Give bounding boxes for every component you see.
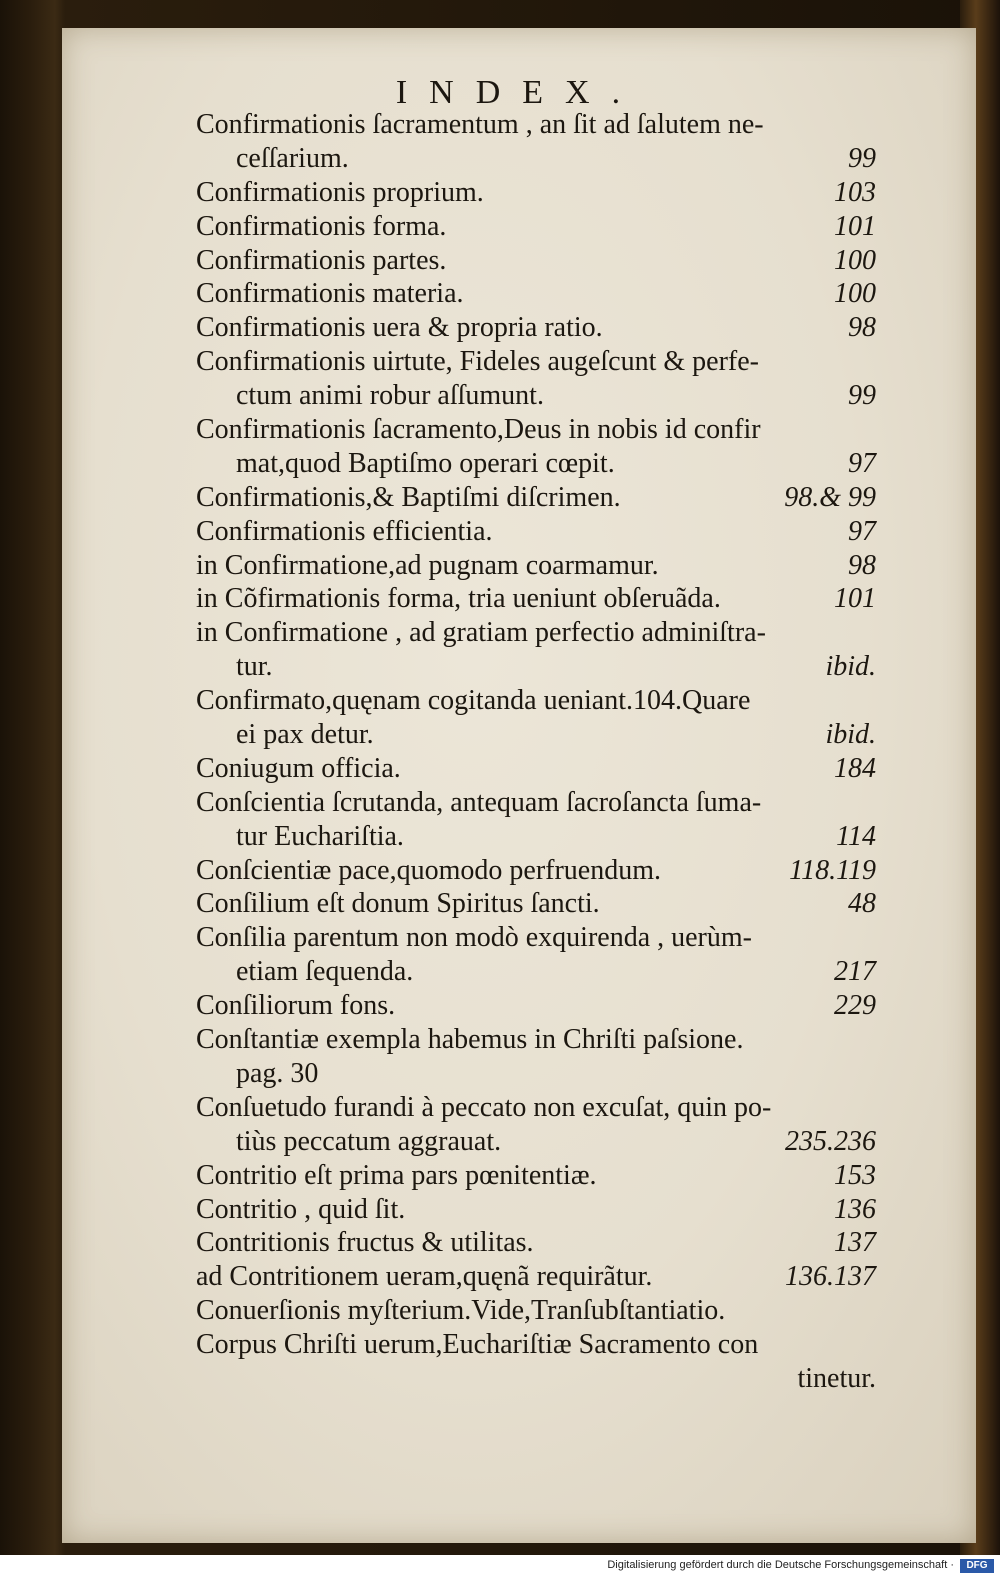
index-entry-line xyxy=(196,887,876,921)
page-reference: 98 xyxy=(848,549,876,581)
entry-text: ei pax detur. xyxy=(236,719,374,751)
entry-text: Conuerſionis myſterium.Vide,Tranſubſtantiatio. xyxy=(196,1295,726,1327)
index-entry-line xyxy=(196,684,876,718)
page-reference: 103 xyxy=(834,176,876,208)
entry-text: ad Contritionem ueram,quęnã requirãtur. xyxy=(196,1261,653,1293)
page-reference: 184 xyxy=(834,752,876,784)
page-reference: 153 xyxy=(834,1159,876,1191)
index-entry-line xyxy=(196,379,876,413)
index-entry-line xyxy=(196,176,876,210)
index-entry-line xyxy=(196,277,876,311)
page-reference: 136.137 xyxy=(785,1261,876,1293)
entry-text: Contritionis fructus & utilitas. xyxy=(196,1227,534,1259)
index-entry-line xyxy=(196,921,876,955)
index-entry-line xyxy=(196,752,876,786)
page-reference: 97 xyxy=(848,515,876,547)
page-reference: 137 xyxy=(834,1227,876,1259)
index-entry-line xyxy=(196,650,876,684)
entry-text: Confirmationis proprium. xyxy=(196,176,484,208)
index-entry-line xyxy=(196,311,876,345)
entry-text: Contritio eſt prima pars pœnitentiæ. xyxy=(196,1159,597,1191)
entry-text: Conſcientia ſcrutanda, antequam ſacroſancta ſuma- xyxy=(196,786,762,818)
page-reference: 101 xyxy=(834,583,876,615)
index-entry-line xyxy=(196,718,876,752)
index-entry-line xyxy=(196,447,876,481)
index-entry-line xyxy=(196,1023,876,1057)
entry-text: Corpus Chriſti uerum,Euchariſtiæ Sacramento con xyxy=(196,1329,759,1361)
page-reference: 97 xyxy=(848,447,876,479)
index-entry-line xyxy=(196,1294,876,1328)
entry-text: in Confirmatione , ad gratiam perfectio adminiſtra- xyxy=(196,617,766,649)
entry-text: ctum animi robur aſſumunt. xyxy=(236,380,544,412)
entry-text: Confirmationis uera & propria ratio. xyxy=(196,312,603,344)
page-reference: 235.236 xyxy=(785,1125,876,1157)
index-entry-line xyxy=(196,1260,876,1294)
entry-text: Conſuetudo furandi à peccato non excuſat, quin po- xyxy=(196,1091,772,1123)
index-entry-line xyxy=(196,955,876,989)
entry-text: pag. 30 xyxy=(236,1057,319,1089)
page-reference: 101 xyxy=(834,210,876,242)
page-reference: 217 xyxy=(834,956,876,988)
entry-text: Confirmationis,& Baptiſmi diſcrimen. xyxy=(196,481,621,513)
entry-text: Conſilium eſt donum Spiritus ſancti. xyxy=(196,888,600,920)
entry-text: Confirmationis uirtute, Fideles augeſcunt & perfe- xyxy=(196,346,759,378)
index-entry-line xyxy=(196,820,876,854)
index-entry-line xyxy=(196,1328,876,1362)
index-entry-line xyxy=(196,210,876,244)
page-reference: 114 xyxy=(836,820,876,852)
page-reference: 136 xyxy=(834,1193,876,1225)
dfg-logo: DFG xyxy=(960,1559,994,1573)
page-reference: 99 xyxy=(848,142,876,174)
index-entry-line xyxy=(196,854,876,888)
page-reference: ibid. xyxy=(825,719,876,751)
index-entry-line xyxy=(196,582,876,616)
index-entry-line xyxy=(196,1057,876,1091)
index-entry-line xyxy=(196,1226,876,1260)
page-reference: 118.119 xyxy=(789,854,876,886)
page-reference: 98 xyxy=(848,312,876,344)
index-entry-line xyxy=(196,616,876,650)
entry-text: in Confirmatione,ad pugnam coarmamur. xyxy=(196,549,659,581)
entry-text: Confirmationis ſacramentum , an ſit ad ſalutem ne- xyxy=(196,109,764,140)
index-entry-line xyxy=(196,345,876,379)
index-entry-line xyxy=(196,515,876,549)
page-reference: 99 xyxy=(848,380,876,412)
index-entry-line xyxy=(196,108,876,142)
entry-text: Conſiliorum fons. xyxy=(196,990,396,1022)
entry-text: Conſilia parentum non modò exquirenda , uerùm- xyxy=(196,922,752,954)
page-reference: 98.& 99 xyxy=(784,481,876,513)
index-entry-line xyxy=(196,1193,876,1227)
funding-credit: Digitalisierung gefördert durch die Deutsche Forschungsgemeinschaft · xyxy=(607,1559,954,1571)
page-reference: ibid. xyxy=(825,651,876,683)
index-entry-line xyxy=(196,989,876,1023)
entry-text: mat,quod Baptiſmo operari cœpit. xyxy=(236,447,615,479)
index-entry-line xyxy=(196,1362,876,1396)
page-reference: 100 xyxy=(834,244,876,276)
index-entry-line xyxy=(196,413,876,447)
entry-text: ceſſarium. xyxy=(236,142,349,174)
index-entry-line xyxy=(196,244,876,278)
entry-text: Confirmationis materia. xyxy=(196,278,464,310)
entry-text: Confirmato,quęnam cogitanda ueniant.104.Quare xyxy=(196,685,751,717)
entry-text: Coniugum officia. xyxy=(196,752,401,784)
index-entry-line xyxy=(196,549,876,583)
entry-text: tur Euchariſtia. xyxy=(236,820,404,852)
entry-text: tinetur. xyxy=(797,1362,876,1394)
page-header: INDEX. xyxy=(395,74,643,111)
entry-text: in Cõfirmationis forma, tria ueniunt obſeruãda. xyxy=(196,583,721,615)
entry-text: Confirmationis efficientia. xyxy=(196,515,493,547)
entry-text: Contritio , quid ſit. xyxy=(196,1193,406,1225)
entry-text: tiùs peccatum aggrauat. xyxy=(236,1125,502,1157)
entry-text: Conſtantiæ exempla habemus in Chriſti paſsione. xyxy=(196,1024,744,1056)
entry-text: Confirmationis ſacramento,Deus in nobis id confir xyxy=(196,414,761,446)
index-entry-line xyxy=(196,481,876,515)
page-reference: 100 xyxy=(834,278,876,310)
page-reference: 229 xyxy=(834,990,876,1022)
entry-text: Conſcientiæ pace,quomodo perfruendum. xyxy=(196,854,661,886)
index-entry-line xyxy=(196,1091,876,1125)
index-entry-line xyxy=(196,1125,876,1159)
entry-text: Confirmationis forma. xyxy=(196,210,447,242)
index-entry-line xyxy=(196,786,876,820)
index-entry-line xyxy=(196,142,876,176)
footer-bar xyxy=(0,1555,1000,1577)
entry-text: tur. xyxy=(236,651,273,683)
entry-text: Confirmationis partes. xyxy=(196,244,447,276)
index-entry-line xyxy=(196,1159,876,1193)
index-entries xyxy=(196,108,876,1396)
entry-text: etiam ſequenda. xyxy=(236,956,414,988)
page-reference: 48 xyxy=(848,888,876,920)
